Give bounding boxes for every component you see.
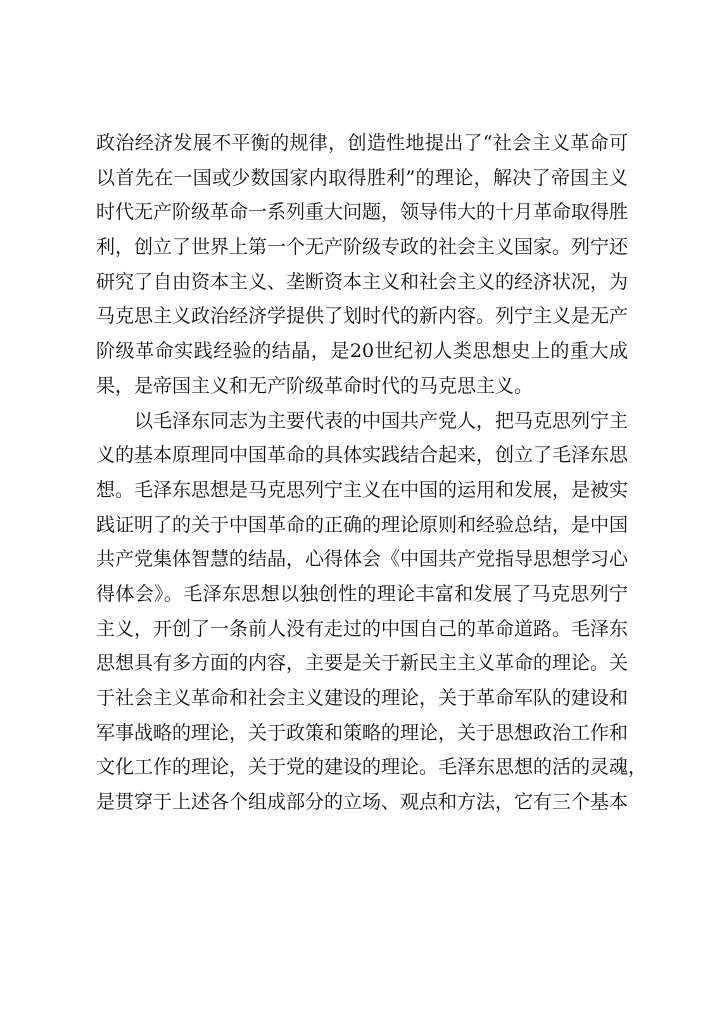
text-line: 阶级革命实践经验的结晶，是20世纪初人类思想史上的重大成	[96, 340, 628, 363]
text-line: 践证明了的关于中国革命的正确的理论原则和经验总结，是中国	[96, 513, 629, 536]
text-line: 以首先在一国或少数国家内取得胜利”的理论，解决了帝国主义	[96, 166, 628, 189]
text-line: 文化工作的理论，关于党的建设的理论。毛泽东思想的活的灵魂，	[96, 756, 648, 779]
text-line: 研究了自由资本主义、垄断资本主义和社会主义的经济状况，为	[96, 270, 629, 293]
text-line: 以毛泽东同志为主要代表的中国共产党人，把马克思列宁主	[134, 409, 629, 432]
paragraph-1	[96, 126, 628, 404]
body-text	[96, 126, 648, 820]
text-line: 得体会》。毛泽东思想以独创性的理论丰富和发展了马克思列宁	[96, 582, 628, 605]
text-line: 果，是帝国主义和无产阶级革命时代的马克思主义。	[96, 374, 534, 397]
text-line: 军事战略的理论，关于政策和策略的理论，关于思想政治工作和	[96, 721, 629, 744]
text-line: 于社会主义革命和社会主义建设的理论，关于革命军队的建设和	[96, 687, 629, 709]
text-line: 是贯穿于上述各个组成部分的立场、观点和方法，它有三个基本	[96, 791, 629, 814]
text-line: 政治经济发展不平衡的规律，创造性地提出了“社会主义革命可	[96, 132, 628, 154]
text-line: 时代无产阶级革命一系列重大问题，领导伟大的十月革命取得胜	[96, 201, 629, 224]
text-line: 共产党集体智慧的结晶，心得体会《中国共产党指导思想学习心	[96, 548, 629, 571]
text-line: 利，创立了世界上第一个无产阶级专政的社会主义国家。列宁还	[96, 236, 629, 259]
paragraph-2	[96, 404, 648, 820]
text-line: 主义，开创了一条前人没有走过的中国自己的革命道路。毛泽东	[96, 617, 629, 640]
text-line: 马克思主义政治经济学提供了划时代的新内容。列宁主义是无产	[96, 305, 629, 328]
text-line: 义的基本原理同中国革命的具体实践结合起来，创立了毛泽东思	[96, 444, 629, 467]
text-line: 思想具有多方面的内容，主要是关于新民主主义革命的理论。关	[96, 652, 629, 675]
text-line: 想。毛泽东思想是马克思列宁主义在中国的运用和发展，是被实	[96, 478, 629, 501]
